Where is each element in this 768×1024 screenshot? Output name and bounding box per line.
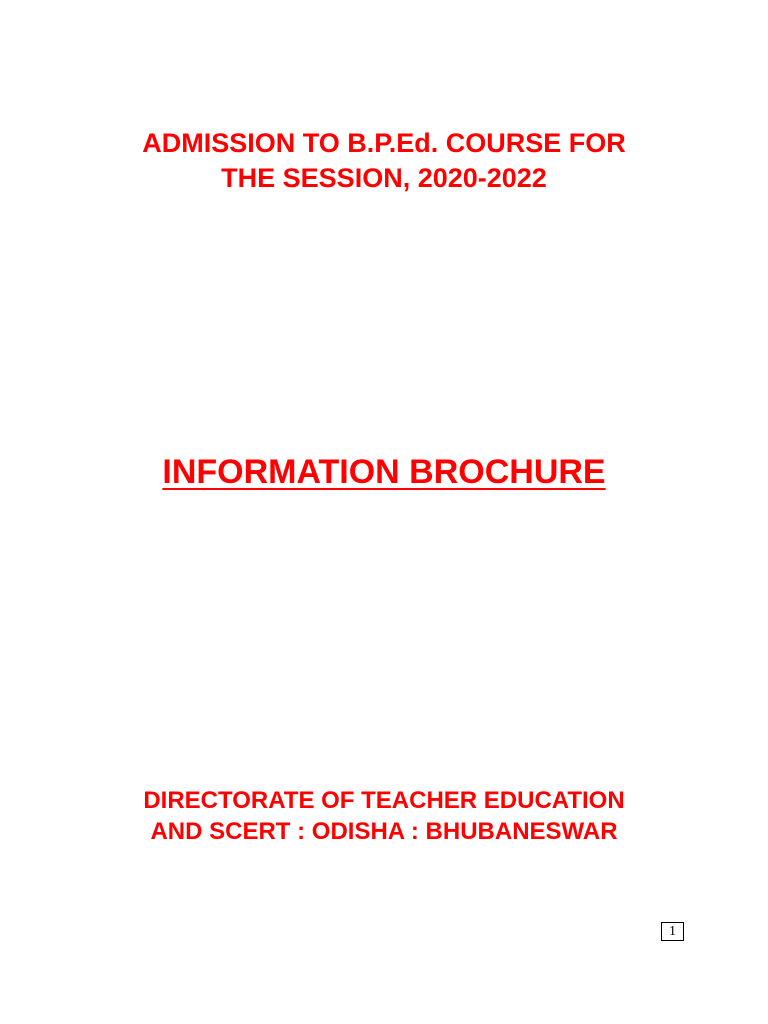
page-number-box bbox=[661, 922, 684, 941]
directorate-heading bbox=[0, 785, 768, 847]
brochure-title bbox=[0, 452, 768, 492]
brochure-title-text: INFORMATION BROCHURE bbox=[162, 453, 606, 491]
admission-line-2: THE SESSION, 2020-2022 bbox=[221, 163, 547, 193]
admission-line-1: ADMISSION TO B.P.Ed. COURSE FOR bbox=[142, 128, 626, 158]
page-number: 1 bbox=[669, 924, 676, 939]
directorate-line-2: AND SCERT : ODISHA : BHUBANESWAR bbox=[150, 818, 618, 845]
admission-heading bbox=[0, 126, 768, 196]
directorate-line-1: DIRECTORATE OF TEACHER EDUCATION bbox=[143, 787, 625, 814]
